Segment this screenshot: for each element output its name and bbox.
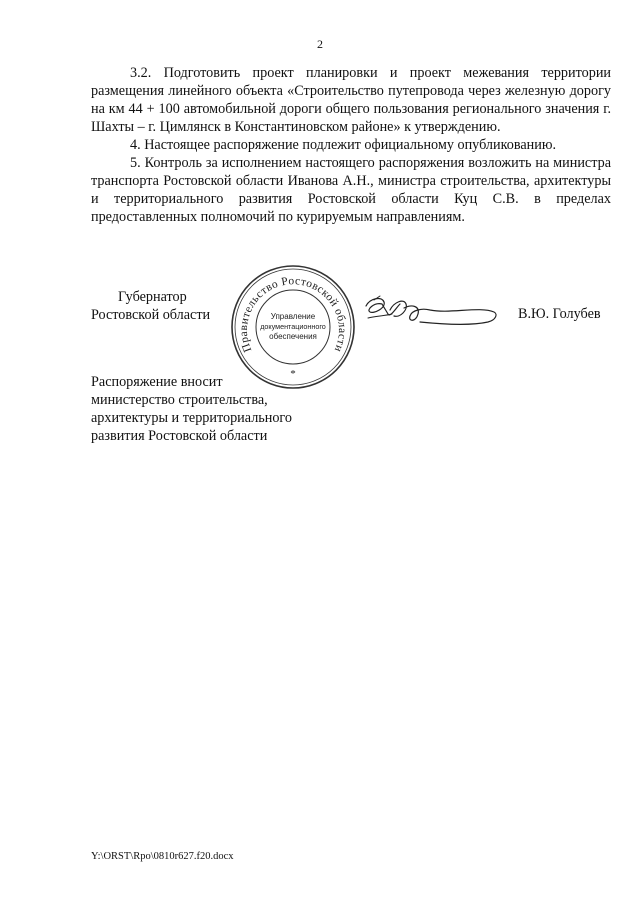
signatory-name: В.Ю. Голубев — [518, 306, 601, 322]
paragraph-5: 5. Контроль за исполнением настоящего распоряжения возложить на министра транспорта Ростовской области Иванова А.Н., министра строительства, архитектуры и территориального развития Ростовской области Куц С.В. в пределах предоставленных полномочий по курируемым направлениям. — [91, 155, 611, 225]
submitter-line3: архитектуры и территориального — [91, 410, 292, 426]
file-path-footer: Y:\ORST\Rpo\0810r627.f20.docx — [91, 851, 234, 862]
seal-center-line3: обеспечения — [269, 332, 317, 341]
document-body — [91, 64, 611, 226]
paragraph-3-2: 3.2. Подготовить проект планировки и проект межевания территории размещения линейного объекта «Строительство путепровода через железную дорогу на км 44 + 100 автомобильной дороги общего пользования регионального значения г. Шахты – г. Цимлянск в Константиновском районе» к утверждению. — [91, 65, 611, 135]
seal-star: * — [290, 368, 296, 380]
submitter-line1: Распоряжение вносит — [91, 374, 223, 390]
seal-ring-text: Правительство Ростовской области — [237, 275, 349, 354]
seal-center-line2: документационного — [260, 322, 326, 331]
official-seal — [229, 263, 357, 391]
submitter-line4: развития Ростовской области — [91, 428, 268, 444]
page-number: 2 — [317, 37, 323, 51]
seal-center-line1: Управление — [270, 312, 316, 321]
signatory-title-line2: Ростовской области — [91, 307, 211, 323]
signatory-title-line1: Губернатор — [118, 289, 187, 305]
handwritten-signature — [360, 292, 500, 332]
submitter-line2: министерство строительства, — [91, 392, 268, 408]
submitter-block — [91, 373, 292, 445]
paragraph-4: 4. Настоящее распоряжение подлежит официальному опубликованию. — [130, 137, 557, 153]
